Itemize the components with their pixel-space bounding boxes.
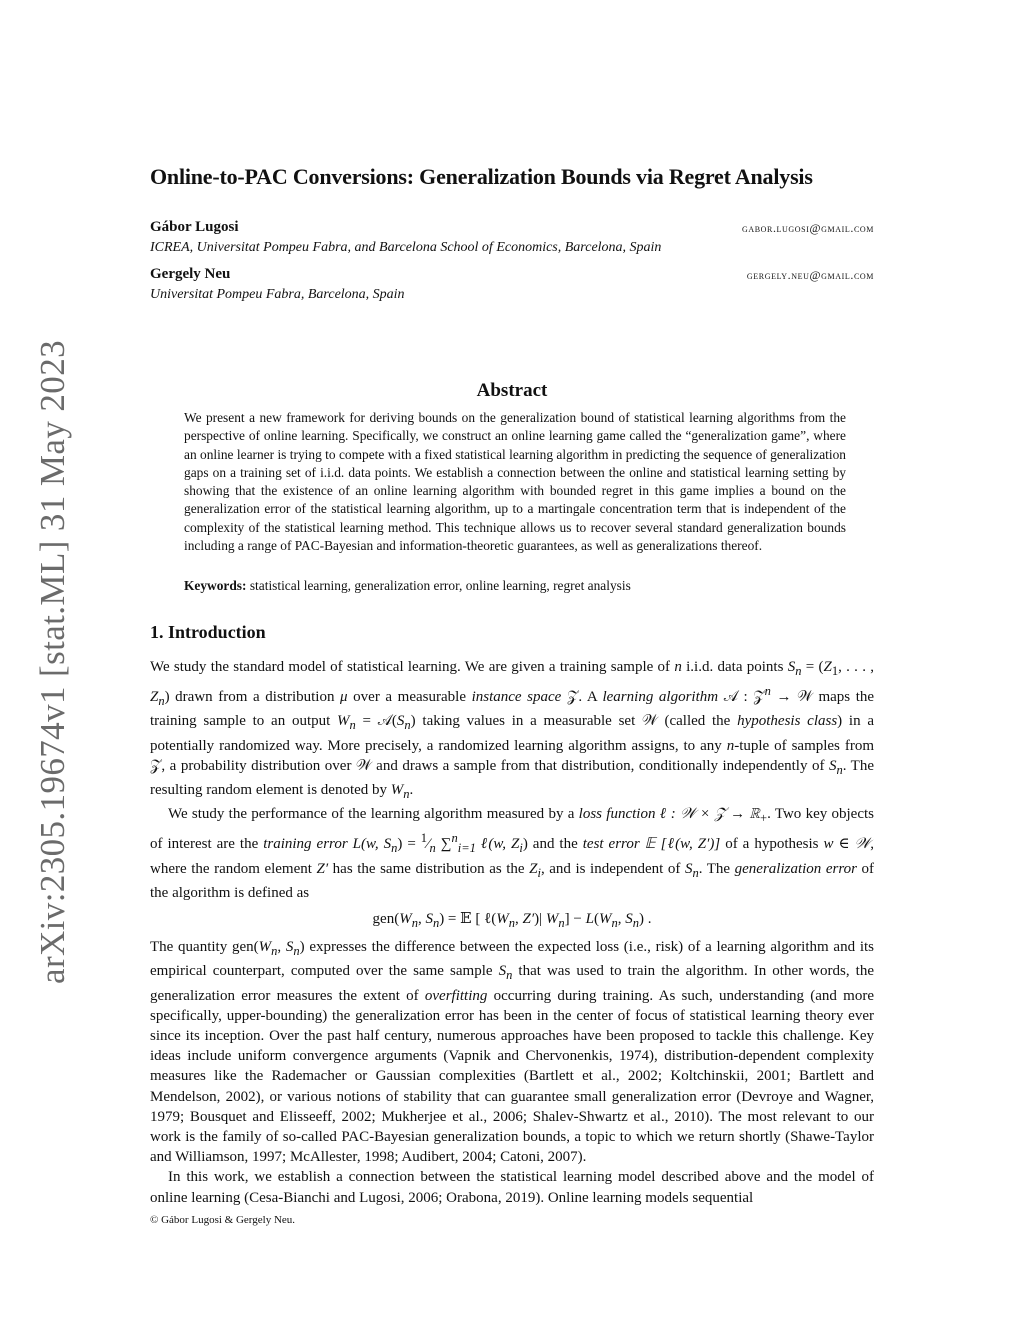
- math: ) = 𝔼 [ ℓ(: [439, 911, 497, 928]
- math-subscript: n: [558, 916, 565, 931]
- math: Z: [150, 689, 159, 706]
- math-subscript: n: [508, 916, 516, 931]
- author-email[interactable]: gabor.lugosi@gmail.com: [741, 221, 874, 235]
- math: ) .: [638, 911, 652, 928]
- math-subscript: n: [411, 916, 418, 931]
- math: S: [684, 860, 693, 877]
- emphasis: loss function: [578, 806, 656, 823]
- text: , and is independent of: [540, 860, 685, 877]
- text: ) drawn from a distribution: [164, 689, 341, 706]
- keywords-label: Keywords:: [184, 578, 247, 593]
- author-affiliation: ICREA, Universitat Pompeu Fabra, and Barcelona School of Economics, Barcelona, Spain: [150, 240, 662, 255]
- math: W: [598, 911, 612, 928]
- math: → 𝒲: [770, 689, 813, 706]
- math: ℓ : 𝒲 × 𝒵 → ℝ: [659, 806, 761, 823]
- math: (: [593, 911, 599, 928]
- math-subscript: n: [391, 841, 398, 856]
- math-subscript: n: [795, 664, 802, 678]
- math: 𝒵: [150, 757, 162, 774]
- math-subscript: n: [404, 718, 411, 733]
- math-subscript: n: [271, 944, 278, 959]
- section-heading-introduction: 1. Introduction: [150, 622, 266, 642]
- author-block-2: [150, 266, 874, 303]
- math: 𝒲: [641, 713, 658, 730]
- text: of a hypothesis: [720, 836, 824, 853]
- math: W: [545, 911, 559, 928]
- math-subscript: n: [632, 916, 639, 931]
- text: We study the standard model of statistical learning. We are given a training sample of: [150, 659, 675, 675]
- math: ,: [617, 911, 626, 928]
- math: S: [828, 757, 837, 774]
- text: that was used to train the algorithm. In other words, the generalization error measures the extent of: [150, 963, 874, 1004]
- math: W: [337, 713, 350, 730]
- math-superscript: n: [764, 684, 771, 699]
- math-subscript: 1: [831, 664, 839, 678]
- text: over a measurable: [347, 689, 472, 706]
- text: ) expresses the difference between the expected loss (i.e., risk) of a learning algorithm and its empirical counterpart, computed over the same sample: [150, 939, 875, 980]
- text: ) in a potentially randomized way. More precisely, a randomized learning algorithm assigns, to any: [150, 713, 874, 754]
- math-subscript: n: [349, 718, 356, 733]
- introduction-body: [150, 657, 874, 1208]
- math: gen(: [372, 911, 400, 928]
- keywords-line: [184, 577, 846, 595]
- math: Z: [529, 860, 538, 877]
- math-superscript: n: [451, 831, 458, 846]
- math: S: [498, 963, 507, 980]
- math-subscript: n: [692, 865, 699, 880]
- emphasis: instance space: [471, 689, 562, 706]
- math: ,: [277, 939, 286, 956]
- math: ∑: [435, 836, 452, 853]
- math-subscript: n: [158, 694, 165, 709]
- math: n: [674, 659, 682, 675]
- abstract-text: We present a new framework for deriving bounds on the generalization bound of statistical learning algorithms from the perspective of online learning. Specifically, we construct an online learning game called the “generalization game”, where an online learner is trying to compete with a fixed statistical learning algorithm in predicting the sequence of generalization gaps on a training set of i.i.d. data points. We establish a connection between the online and statistical learning setting by showing that the existence of an online learning algorithm with bounded regret in this game implies a bound on the generalization error of the statistical learning algorithm, up to a martingale concentration term that is independent of the complexity of the statistical learning method. This technique allows us to recover several standard generalization bounds including a range of PAC-Bayesian and information-theoretic guarantees, as well as generalizations thereof.: [184, 410, 846, 554]
- emphasis: overfitting: [424, 987, 488, 1004]
- text: taking values in a measurable set: [415, 713, 642, 730]
- author-name: Gábor Lugosi: [150, 219, 239, 235]
- text: -tuple of samples from: [734, 737, 874, 754]
- math: L(w, S: [352, 836, 392, 853]
- math-subscript: i: [519, 841, 523, 856]
- author-block-1: [150, 219, 874, 256]
- math: ) =: [397, 836, 421, 853]
- author-name: Gergely Neu: [150, 266, 231, 282]
- paragraph-1: [150, 657, 874, 804]
- text: , where the random element: [150, 836, 875, 877]
- keywords-list: statistical learning, generalization error, online learning, regret analysis: [249, 578, 631, 593]
- math-subscript: n: [611, 916, 618, 931]
- text: . The resulting random element is denoted by: [150, 757, 874, 799]
- copyright-footnote: © Gábor Lugosi & Gergely Neu.: [150, 1214, 296, 1226]
- math: ): [522, 836, 528, 853]
- math: , . . . ,: [838, 659, 874, 675]
- math: n: [726, 737, 735, 754]
- math: W: [258, 939, 272, 956]
- math: = 𝒜(: [355, 713, 397, 730]
- emphasis: training error: [263, 836, 348, 853]
- text: and draws a sample from that distribution, conditionally independently of: [371, 757, 829, 774]
- math: W: [390, 782, 404, 799]
- math-subscript: +: [760, 811, 768, 826]
- math-subscript: n: [432, 916, 440, 931]
- math-fraction-numerator: 1: [420, 831, 428, 846]
- math: ): [410, 713, 416, 730]
- author-email[interactable]: gergely.neu@gmail.com: [746, 268, 874, 282]
- math-subscript: n: [836, 762, 843, 777]
- text: (called the: [657, 713, 738, 730]
- math-subscript: n: [293, 944, 300, 959]
- text: of the algorithm is defined as: [150, 860, 875, 901]
- math: W: [399, 911, 412, 928]
- math-subscript: i: [537, 865, 541, 880]
- math: L: [585, 911, 594, 928]
- math: 𝒵: [566, 689, 579, 706]
- emphasis: generalization error: [734, 860, 857, 877]
- arxiv-identifier: arXiv:2305.19674v1 [stat.ML] 31 May 2023: [33, 340, 72, 984]
- math: S: [425, 911, 433, 928]
- text: , a probability distribution over: [161, 757, 356, 774]
- emphasis: test error: [582, 836, 640, 853]
- text: . Two key objects of interest are the: [150, 806, 875, 853]
- math-subscript: n: [506, 968, 513, 983]
- text: . The: [698, 860, 735, 877]
- paper-title: Online-to-PAC Conversions: Generalization Bounds via Regret Analysis: [150, 164, 813, 189]
- math-subscript: n: [403, 787, 410, 802]
- math-subscript: i=1: [457, 841, 476, 856]
- math: ,: [417, 911, 426, 928]
- text: has the same distribution as the: [328, 860, 530, 877]
- author-affiliation: Universitat Pompeu Fabra, Barcelona, Spain: [150, 287, 405, 302]
- math: Z: [823, 659, 832, 675]
- text: We study the performance of the learning algorithm measured by a: [168, 806, 579, 823]
- text: occurring during training. As such, understanding (and more specifically, upper-bounding) the generalization error has been in the center of focus of statistical learning theory ever since its inception. Over the past half century, numerous approaches have been proposed to tackle this challenge. Key ideas include uniform convergence arguments (Vapnik and Chervonenkis, 1974), distribution-dependent complexity measures like the Rademacher or Gaussian complexities (Bartlett et al., 2002; Koltchinskii, 2001; Bartlett and Mendelson, 2002), or various notions of stability that can guarantee small generalization error (Devroye and Wagner, 1979; Bousquet and Elisseeff, 2002; Mukherjee et al., 2006; Shalev-Shwartz et al., 2010). The most relevant to our work is the family of so-called PAC-Bayesian generalization bounds, a topic to which we return shortly (Shawe-Taylor and Williamson, 1997; McAllester, 1998; Audibert, 2004; Catoni, 2007).: [150, 987, 874, 1166]
- text: i.i.d. data points: [681, 659, 788, 675]
- math: 𝒲: [355, 757, 372, 774]
- math: S: [625, 911, 633, 928]
- math: 𝔼 [ℓ(w, Z′)]: [644, 836, 721, 853]
- math: ] −: [564, 911, 586, 928]
- text: and the: [527, 836, 583, 853]
- paragraph-3: [150, 937, 874, 1167]
- paragraph-2: We study the performance of the learning algorithm measured by a loss function ℓ : 𝒲 × 𝒵 → ℝ$_+$. Two key objects of interest are the training error L(w, $S_n$) = $^1⁄_n$ ∑$^n_{i=1}$ ℓ(w, $Z_i$) and the test error 𝔼 [ℓ(w, Z′)] of a hypothesis w ∈ 𝒲, where the random element Z′ has the same distribution as the $Z_i$, and is independent of $S_n$. The generalization error of the algorithm is defined as: [150, 806, 875, 901]
- text: maps the training sample to an output: [150, 689, 875, 730]
- paragraph-4: In this work, we establish a connection between the statistical learning model described above and the model of online learning (Cesa-Bianchi and Lugosi, 2006; Orabona, 2019). Online learning models sequential: [150, 1169, 874, 1206]
- text: . A: [578, 689, 603, 706]
- generalization-error-equation: [150, 909, 874, 933]
- math: = (: [801, 659, 824, 675]
- math: w ∈ 𝒲: [823, 836, 871, 853]
- math: W: [496, 911, 509, 928]
- math-fraction-denominator: n: [429, 841, 436, 856]
- math: Z′: [316, 860, 329, 877]
- math: Z′: [522, 911, 535, 928]
- math: S: [396, 713, 405, 730]
- math: S: [285, 939, 294, 956]
- emphasis: hypothesis class: [737, 713, 838, 730]
- emphasis: learning algorithm: [602, 689, 719, 706]
- math: ℓ(w, Z: [475, 836, 520, 853]
- text: The quantity gen(: [150, 939, 259, 956]
- math: 𝒜 : 𝒵: [723, 689, 765, 706]
- math: ,: [515, 911, 523, 928]
- abstract-heading: Abstract: [476, 380, 548, 401]
- math: )|: [534, 911, 546, 928]
- math: S: [787, 659, 796, 675]
- text: .: [409, 782, 414, 799]
- math: μ: [340, 689, 348, 706]
